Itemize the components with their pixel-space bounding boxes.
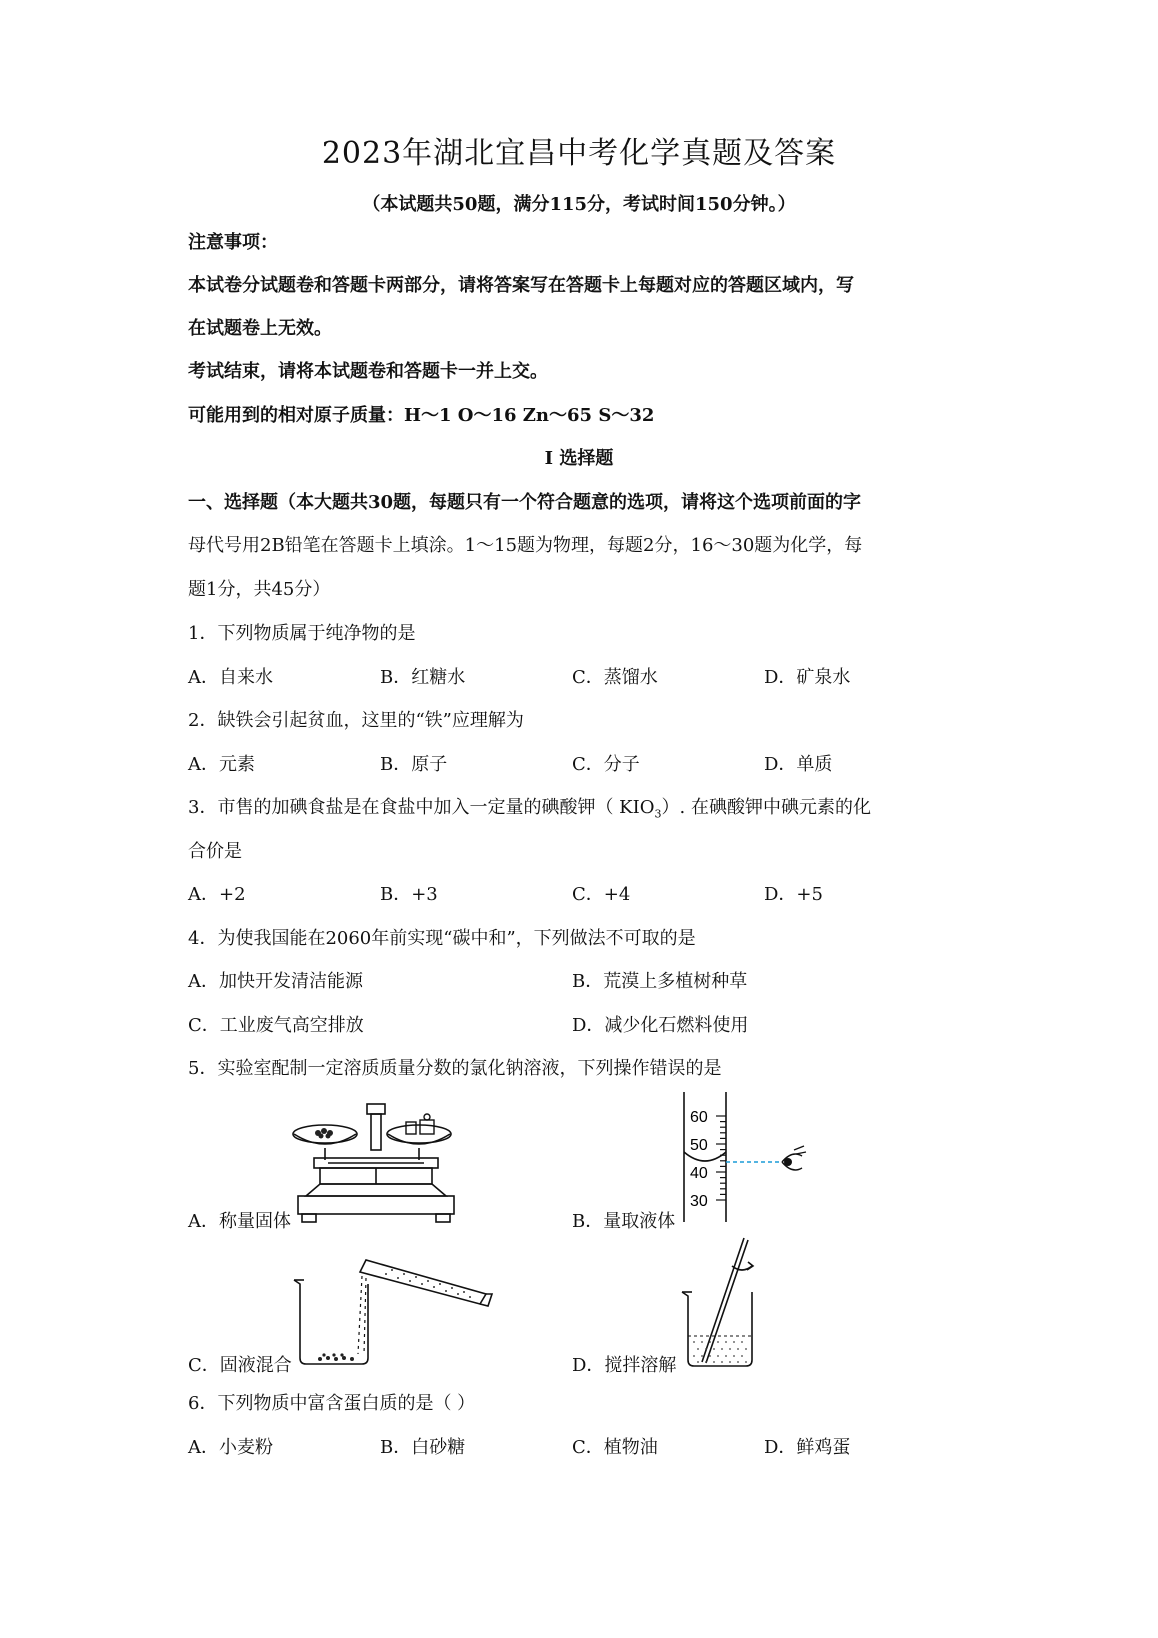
- option-d: D．鲜鸡蛋: [764, 1437, 851, 1458]
- question-stem: 6．下列物质中富含蛋白质的是（ ）: [188, 1393, 476, 1414]
- balance-scale-illustration: [288, 1100, 464, 1230]
- pouring-liquid-illustration: [290, 1254, 498, 1368]
- atomic-mass-line: 可能用到的相对原子质量：H～1 O～16 Zn～65 S～32: [188, 405, 655, 426]
- option-d: D．矿泉水: [764, 667, 851, 688]
- question-stem: 3．市售的加碘食盐是在食盐中加入一定量的碘酸钾（ $KIO_3$）. 在碘酸钾中碘元素的化: [188, 797, 871, 821]
- option-c: C．分子: [572, 754, 640, 775]
- option-b: B．量取液体: [572, 1211, 676, 1232]
- section-title: I 选择题: [544, 448, 614, 469]
- question-stem: 5．实验室配制一定溶质质量分数的氯化钠溶液，下列操作错误的是: [188, 1058, 722, 1079]
- cylinder-tick-label: 60: [690, 1109, 708, 1126]
- option-a: A．自来水: [188, 667, 273, 688]
- option-d: D．减少化石燃料使用: [572, 1015, 749, 1036]
- question-stem-continued: 合价是: [188, 841, 242, 862]
- notice-line: 本试卷分试题卷和答题卡两部分，请将答案写在答题卡上每题对应的答题区域内，写: [188, 275, 854, 296]
- option-b: B．荒漠上多植树种草: [572, 971, 748, 992]
- option-d: D．单质: [764, 754, 833, 775]
- question-stem: 2．缺铁会引起贫血，这里的“铁”应理解为: [188, 710, 524, 731]
- option-c: C．植物油: [572, 1437, 658, 1458]
- option-a: A．+2: [188, 884, 246, 905]
- option-d: D．+5: [764, 884, 823, 905]
- notice-heading: 注意事项：: [188, 232, 278, 253]
- option-a: A．称量固体: [188, 1211, 291, 1232]
- option-a: A．小麦粉: [188, 1437, 273, 1458]
- cylinder-tick-label: 50: [690, 1137, 708, 1154]
- exam-info: （本试题共50题，满分115分，考试时间150分钟。）: [362, 194, 796, 215]
- section-instructions: 母代号用2B铅笔在答题卡上填涂。1～15题为物理，每题2分，16～30题为化学，每: [188, 535, 863, 556]
- option-b: B．红糖水: [380, 667, 466, 688]
- stirring-beaker-illustration: [676, 1232, 772, 1368]
- cylinder-tick-label: 30: [690, 1193, 708, 1210]
- question-stem: 1．下列物质属于纯净物的是: [188, 623, 416, 644]
- option-b: B．白砂糖: [380, 1437, 466, 1458]
- section-instructions: 题1分，共45分）: [188, 579, 331, 600]
- option-b: B．原子: [380, 754, 448, 775]
- option-c: C．+4: [572, 884, 631, 905]
- option-b: B．+3: [380, 884, 438, 905]
- option-c: C．固液混合: [188, 1355, 292, 1376]
- option-d: D．搅拌溶解: [572, 1355, 677, 1376]
- notice-line: 在试题卷上无效。: [188, 318, 332, 339]
- section-instructions: 一、选择题（本大题共30题，每题只有一个符合题意的选项，请将这个选项前面的字: [188, 492, 862, 513]
- notice-line: 考试结束，请将本试题卷和答题卡一并上交。: [188, 361, 548, 382]
- page-title: 2023年湖北宜昌中考化学真题及答案: [321, 136, 837, 171]
- option-c: C．工业废气高空排放: [188, 1015, 364, 1036]
- eye-icon: [782, 1146, 806, 1170]
- option-a: A．元素: [188, 754, 255, 775]
- question-stem: 4．为使我国能在2060年前实现“碳中和”，下列做法不可取的是: [188, 928, 696, 949]
- option-a: A．加快开发清洁能源: [188, 971, 363, 992]
- cylinder-tick-label: 40: [690, 1165, 708, 1182]
- graduated-cylinder-illustration: [676, 1088, 810, 1226]
- option-c: C．蒸馏水: [572, 667, 658, 688]
